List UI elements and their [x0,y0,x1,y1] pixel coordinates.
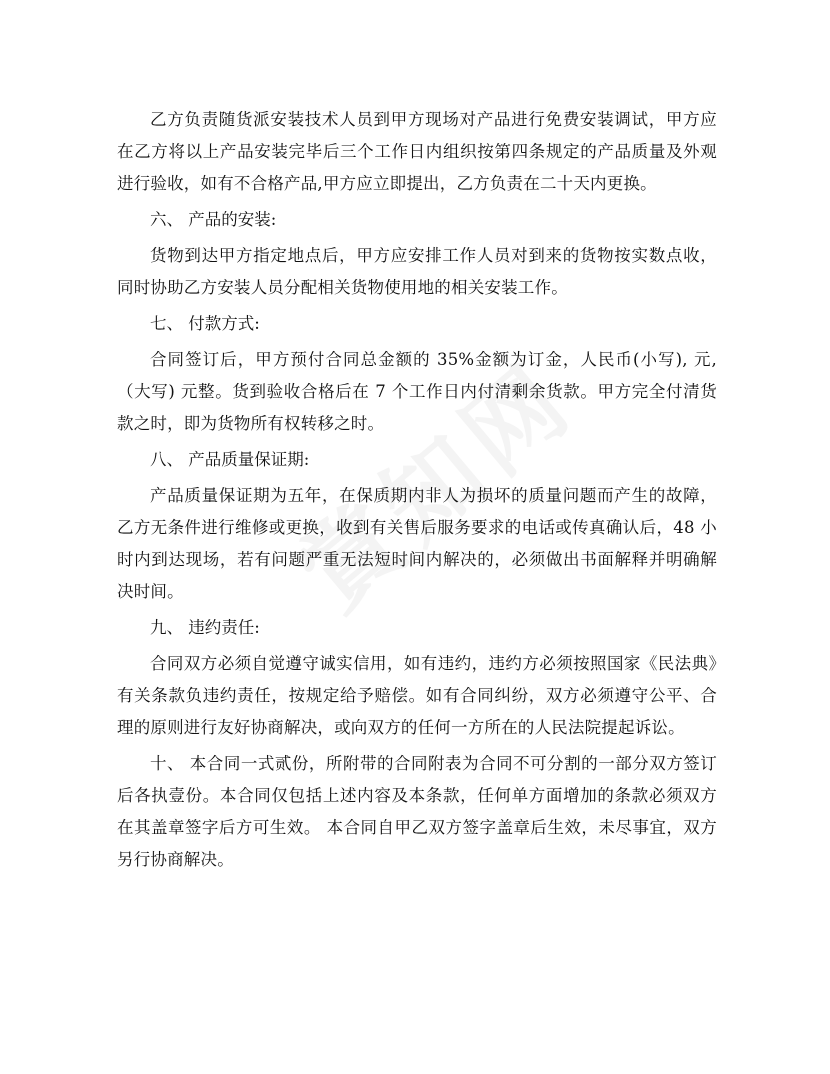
paragraph-copies: 十、 本合同一式贰份，所附带的合同附表为合同不可分割的一部分双方签订后各执壹份。本合同仅包括上述内容及本条款，任何单方面增加的条款必须双方在其盖章签字后方可生效。 本合同自甲乙双方签字盖章后生效，未尽事宜，双方另行协商解决。 [117,754,717,869]
paragraph-install-acceptance: 乙方负责随货派安装技术人员到甲方现场对产品进行免费安装调试，甲方应在乙方将以上产品安装完毕后三个工作日内组织按第四条规定的产品质量及外观进行验收，如有不合格产品,甲方应立即提出，乙方负责在二十天内更换。 [117,110,717,193]
paragraph-installation: 货物到达甲方指定地点后，甲方应安排工作人员对到来的货物按实数点收，同时协助乙方安装人员分配相关货物使用地的相关安装工作。 [117,246,717,297]
heading-liability: 九、 违约责任: [150,618,260,637]
paragraph-warranty: 产品质量保证期为五年，在保质期内非人为损坏的质量问题而产生的故障，乙方无条件进行维修或更换，收到有关售后服务要求的电话或传真确认后，48 小时内到达现场，若有问题严重无法短时间内解决的，必须做出书面解释并明确解决时间。 [117,486,717,601]
paragraph-liability: 合同双方必须自觉遵守诚实信用，如有违约，违约方必须按照国家《民法典》有关条款负违约责任，按规定给予赔偿。如有合同纠纷，双方必须遵守公平、合理的原则进行友好协商解决，或向双方的任何一方所在的人民法院提起诉讼。 [117,654,717,737]
paragraph-payment: 合同签订后，甲方预付合同总金额的 35%金额为订金，人民币(小写), 元,（大写) 元整。货到验收合格后在 7 个工作日内付清剩余货款。甲方完全付清货款之时，即为货物所有权转移之时。 [117,350,717,433]
heading-payment: 七、 付款方式: [150,314,260,333]
heading-warranty: 八、 产品质量保证期: [150,450,310,469]
contract-body [117,104,717,876]
heading-installation: 六、 产品的安装: [150,210,277,229]
